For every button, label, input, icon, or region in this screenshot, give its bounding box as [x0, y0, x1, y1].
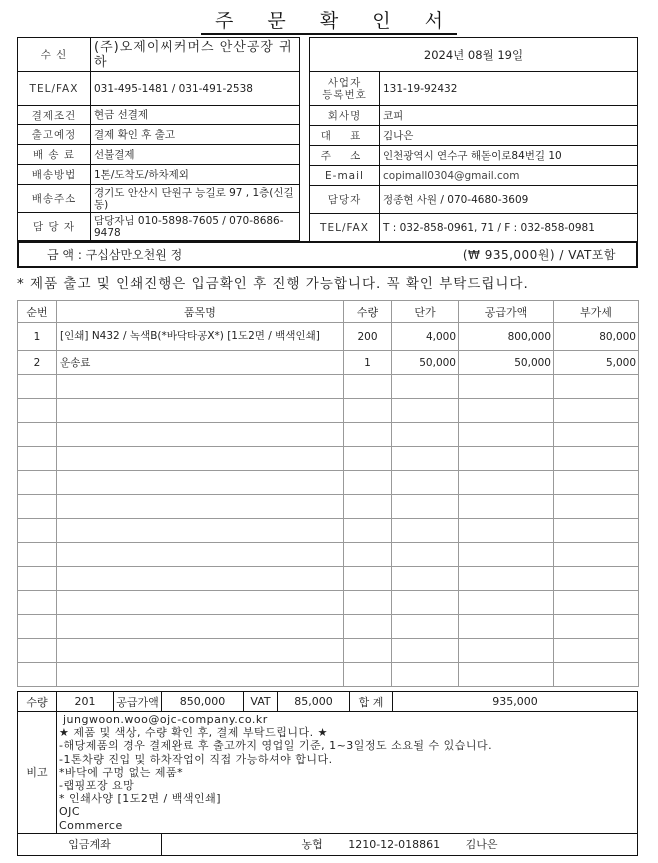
shipping-schedule-label: 출고예정	[18, 125, 91, 145]
empty-cell	[459, 423, 554, 447]
col-header-no: 순번	[18, 301, 57, 323]
shipping-schedule-value: 결제 확인 후 출고	[91, 125, 300, 145]
col-header-supply: 공급가액	[459, 301, 554, 323]
ceo-value: 김나은	[380, 126, 638, 146]
shipping-method-label: 배송방법	[18, 165, 91, 185]
bank-row	[18, 833, 638, 855]
summary-table	[17, 691, 638, 856]
empty-cell	[554, 495, 639, 519]
company-name-value: 코피	[380, 106, 638, 126]
bank-account	[162, 833, 638, 855]
empty-cell	[459, 399, 554, 423]
empty-table-row	[18, 639, 639, 663]
empty-table-row	[18, 519, 639, 543]
empty-cell	[459, 471, 554, 495]
empty-cell	[459, 663, 554, 687]
empty-cell	[344, 471, 392, 495]
remark-line: jungwoon.woo@ojc-company.co.kr	[63, 713, 268, 726]
empty-cell	[554, 519, 639, 543]
empty-cell	[344, 639, 392, 663]
supplier-tel-row	[310, 214, 638, 242]
empty-cell	[392, 591, 459, 615]
shipping-method-row	[18, 165, 300, 185]
empty-cell	[18, 591, 57, 615]
empty-cell	[554, 543, 639, 567]
item-supply: 50,000	[459, 351, 554, 375]
empty-cell	[459, 591, 554, 615]
remark-line: -랩핑포장 요망	[59, 779, 135, 793]
total-qty-label: 수량	[18, 692, 57, 712]
remark-line: -해당제품의 경우 결제완료 후 출고까지 영업일 기준, 1~3일정도 소요될 수 있습니다.	[59, 739, 493, 753]
payment-terms-value: 현금 선결제	[91, 106, 300, 125]
empty-table-row	[18, 663, 639, 687]
business-number-label-line2: 등록번호	[322, 88, 367, 101]
empty-table-row	[18, 591, 639, 615]
empty-table-row	[18, 471, 639, 495]
grand-total-label: 합 계	[350, 692, 393, 712]
empty-cell	[459, 639, 554, 663]
empty-cell	[57, 543, 344, 567]
items-table	[17, 300, 639, 687]
bank-label: 입금계좌	[18, 833, 162, 855]
item-supply: 800,000	[459, 323, 554, 351]
empty-cell	[344, 615, 392, 639]
empty-cell	[18, 543, 57, 567]
supplier-table	[309, 37, 638, 242]
contact-label: 담 당 자	[18, 213, 91, 241]
table-row	[18, 323, 639, 351]
address-value: 인천광역시 연수구 해돋이로84번길 10	[380, 146, 638, 166]
empty-cell	[392, 543, 459, 567]
shipping-schedule-row	[18, 125, 300, 145]
business-number-value: 131-19-92432	[380, 72, 638, 106]
empty-cell	[392, 639, 459, 663]
remarks-row	[18, 712, 638, 834]
empty-cell	[57, 423, 344, 447]
staff-value: 정종현 사원 / 070-4680-3609	[380, 186, 638, 214]
total-supply-label: 공급가액	[114, 692, 162, 712]
bank-name: 농협	[301, 838, 323, 852]
document-title: 주 문 확 인 서	[0, 6, 658, 33]
empty-cell	[554, 375, 639, 399]
empty-cell	[18, 519, 57, 543]
item-vat: 5,000	[554, 351, 639, 375]
table-row	[18, 351, 639, 375]
payment-notice: * 제품 출고 및 인쇄진행은 입금확인 후 진행 가능합니다. 꼭 확인 부탁드립니다.	[17, 276, 529, 292]
recipient-value: (주)오제이씨커머스 안산공장 귀하	[91, 38, 300, 72]
empty-cell	[459, 375, 554, 399]
empty-cell	[459, 543, 554, 567]
tel-fax-value: 031-495-1481 / 031-491-2538	[91, 72, 300, 106]
empty-cell	[554, 615, 639, 639]
remark-line: Commerce	[59, 818, 123, 832]
empty-cell	[344, 519, 392, 543]
empty-cell	[18, 447, 57, 471]
empty-cell	[459, 519, 554, 543]
amount-box	[17, 241, 638, 268]
empty-table-row	[18, 495, 639, 519]
item-qty: 1	[344, 351, 392, 375]
empty-cell	[57, 495, 344, 519]
remark-line: *바닥에 구멍 없는 제품*	[59, 765, 184, 779]
item-unit-price: 4,000	[392, 323, 459, 351]
empty-cell	[57, 375, 344, 399]
col-header-item: 품목명	[57, 301, 344, 323]
empty-table-row	[18, 399, 639, 423]
empty-cell	[57, 447, 344, 471]
empty-cell	[392, 375, 459, 399]
contact-value: 담당자님 010-5898-7605 / 070-8686-9478	[91, 213, 300, 241]
shipping-fee-label: 배 송 료	[18, 145, 91, 165]
ceo-row	[310, 126, 638, 146]
empty-cell	[392, 663, 459, 687]
total-qty-value: 201	[57, 692, 114, 712]
email-value[interactable]: copimall0304@gmail.com	[380, 166, 638, 186]
empty-cell	[344, 375, 392, 399]
empty-cell	[344, 567, 392, 591]
items-header-row	[18, 301, 639, 323]
item-vat: 80,000	[554, 323, 639, 351]
empty-cell	[344, 399, 392, 423]
col-header-qty: 수량	[344, 301, 392, 323]
empty-cell	[459, 495, 554, 519]
business-number-row	[310, 72, 638, 106]
total-vat-label: VAT	[244, 692, 278, 712]
item-name: 운송료	[57, 351, 344, 375]
empty-cell	[57, 615, 344, 639]
supplier-tel-label: TEL/FAX	[310, 214, 380, 242]
empty-cell	[554, 567, 639, 591]
empty-cell	[344, 543, 392, 567]
remark-line: ★ 제품 및 색상, 수량 확인 후, 결제 부탁드립니다. ★	[59, 726, 328, 740]
remark-line: -1톤차량 진입 및 하차작업이 직접 가능하셔야 합니다.	[59, 752, 333, 766]
empty-table-row	[18, 375, 639, 399]
empty-cell	[18, 495, 57, 519]
empty-cell	[344, 591, 392, 615]
empty-cell	[554, 639, 639, 663]
empty-cell	[392, 447, 459, 471]
address-row	[310, 146, 638, 166]
shipping-address-label: 배송주소	[18, 185, 91, 213]
empty-cell	[57, 519, 344, 543]
account-number: 1210-12-018861	[348, 838, 441, 852]
recipient-tel-row	[18, 72, 300, 106]
payment-terms-row	[18, 106, 300, 125]
empty-cell	[554, 423, 639, 447]
empty-cell	[554, 399, 639, 423]
empty-table-row	[18, 543, 639, 567]
shipping-address-row	[18, 185, 300, 213]
empty-cell	[392, 495, 459, 519]
empty-cell	[18, 375, 57, 399]
recipient-row	[18, 38, 300, 72]
shipping-fee-value: 선불결제	[91, 145, 300, 165]
item-unit-price: 50,000	[392, 351, 459, 375]
empty-cell	[392, 519, 459, 543]
empty-cell	[18, 399, 57, 423]
business-number-label-line1: 사업자	[327, 76, 362, 89]
business-number-label	[310, 72, 380, 106]
empty-cell	[554, 663, 639, 687]
empty-cell	[57, 663, 344, 687]
empty-table-row	[18, 615, 639, 639]
staff-row	[310, 186, 638, 214]
remarks-content	[57, 712, 638, 834]
date-row	[310, 38, 638, 72]
empty-cell	[459, 567, 554, 591]
empty-cell	[344, 423, 392, 447]
empty-cell	[392, 399, 459, 423]
item-no: 1	[18, 323, 57, 351]
empty-cell	[554, 447, 639, 471]
email-row	[310, 166, 638, 186]
empty-cell	[18, 663, 57, 687]
supplier-tel-value: T : 032-858-0961, 71 / F : 032-858-0981	[380, 214, 638, 242]
empty-cell	[344, 663, 392, 687]
empty-cell	[392, 471, 459, 495]
item-no: 2	[18, 351, 57, 375]
item-qty: 200	[344, 323, 392, 351]
order-date: 2024년 08월 19일	[310, 38, 638, 72]
col-header-vat: 부가세	[554, 301, 639, 323]
tel-fax-label: TEL/FAX	[18, 72, 91, 106]
payment-terms-label: 결제조건	[18, 106, 91, 125]
totals-row	[18, 692, 638, 712]
empty-cell	[392, 615, 459, 639]
total-vat-value: 85,000	[278, 692, 350, 712]
empty-cell	[459, 615, 554, 639]
total-supply-value: 850,000	[162, 692, 244, 712]
remark-line: OJC	[59, 805, 81, 819]
amount-text: 금 액 : 구십삼만오천원 정	[47, 248, 183, 262]
empty-cell	[392, 423, 459, 447]
col-header-unit-price: 단가	[392, 301, 459, 323]
email-label: E-mail	[310, 166, 380, 186]
empty-cell	[554, 471, 639, 495]
empty-cell	[18, 423, 57, 447]
empty-cell	[392, 567, 459, 591]
empty-cell	[344, 447, 392, 471]
company-name-label: 회사명	[310, 106, 380, 126]
empty-cell	[344, 495, 392, 519]
empty-cell	[18, 615, 57, 639]
company-name-row	[310, 106, 638, 126]
address-label: 주 소	[310, 146, 380, 166]
empty-cell	[459, 447, 554, 471]
amount-figure: (₩ 935,000원) / VAT포함	[462, 248, 616, 262]
empty-cell	[57, 591, 344, 615]
grand-total-value: 935,000	[393, 692, 638, 712]
remarks-label: 비고	[18, 712, 57, 834]
empty-table-row	[18, 567, 639, 591]
recipient-label: 수 신	[18, 38, 91, 72]
empty-cell	[18, 567, 57, 591]
empty-table-row	[18, 447, 639, 471]
empty-cell	[18, 639, 57, 663]
item-name: [인쇄] N432 / 녹색B(*바닥타공X*) [1도2면 / 백색인쇄]	[57, 323, 344, 351]
remark-line: * 인쇄사양 [1도2면 / 백색인쇄]	[59, 792, 222, 806]
shipping-address-value: 경기도 안산시 단원구 능길로 97 , 1층(신길동)	[91, 185, 300, 213]
empty-cell	[57, 399, 344, 423]
shipping-method-value: 1톤/도착도/하차제외	[91, 165, 300, 185]
empty-cell	[18, 471, 57, 495]
account-holder: 김나은	[465, 838, 498, 852]
empty-table-row	[18, 423, 639, 447]
empty-cell	[554, 591, 639, 615]
empty-cell	[57, 471, 344, 495]
staff-label: 담당자	[310, 186, 380, 214]
ceo-label: 대 표	[310, 126, 380, 146]
recipient-table	[17, 37, 300, 241]
shipping-fee-row	[18, 145, 300, 165]
empty-cell	[57, 639, 344, 663]
contact-row	[18, 213, 300, 241]
empty-cell	[57, 567, 344, 591]
